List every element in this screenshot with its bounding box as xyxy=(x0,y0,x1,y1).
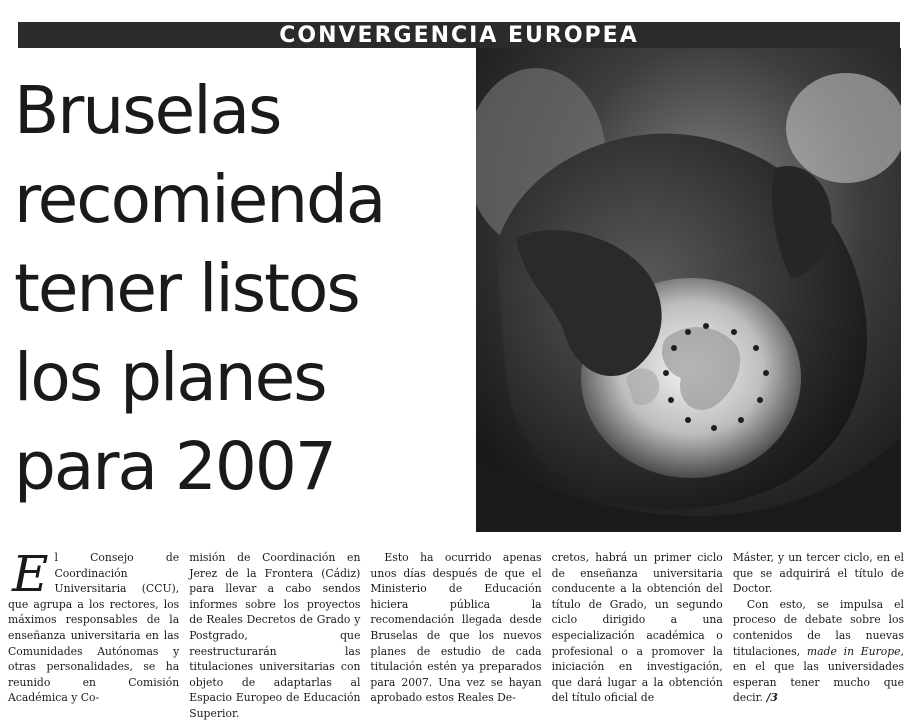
dropcap: E xyxy=(12,545,49,603)
paragraph-text: , en el que las universidades esperan tener mucho que decir. xyxy=(732,644,905,705)
article-column-1 xyxy=(8,545,180,705)
end-mark: /3 xyxy=(766,691,778,705)
section-label: CONVERGENCIA EUROPEA xyxy=(279,22,639,48)
article-column-3 xyxy=(370,550,542,705)
headline-line-1: Bruselas xyxy=(14,72,281,149)
paragraph: cretos, habrá un primer ciclo de enseñanza universitaria conducente a la obtención del título de Grado, un segundo ciclo dirigido a una especialización académica o profesional o a promover la iniciación en investigación, que dará lugar a la obtención del título oficial de xyxy=(551,551,723,705)
paragraph xyxy=(733,597,904,706)
section-header-bar xyxy=(18,22,900,48)
article-column-2 xyxy=(189,550,361,720)
headline xyxy=(14,66,474,511)
headline-line-4: los planes xyxy=(14,339,326,416)
paragraph: Esto ha ocurrido apenas unos días después de que el Ministerio de Educación hiciera pública la recomendación llegada desde Bruselas de que los nuevos planes de estudio de cada titulación estén ya preparados para 2007. Una vez se hayan aprobado estos Reales De- xyxy=(370,551,542,705)
emphasis-text: made in Europe xyxy=(806,644,901,658)
article-body xyxy=(8,545,905,720)
article-column-4 xyxy=(551,550,723,705)
paragraph: Máster, y un tercer ciclo, en el que se adquirirá el título de Doctor. xyxy=(732,551,905,596)
headline-line-2: recomienda xyxy=(14,161,385,238)
paragraph: l Consejo de Coordinación Universitaria (CCU), que agrupa a los rectores, los máximos responsables de la enseñanza universitaria en las Comunidades Autónomas y otras personalidades, se ha reunido en Comisión Académica y Co- xyxy=(8,551,180,705)
paragraph-text: Con esto, se impulsa el proceso de debate sobre los contenidos de las nuevas titulaciones, xyxy=(732,597,905,658)
hands-holding-globe-photo xyxy=(476,48,901,532)
article-column-5 xyxy=(732,550,905,705)
headline-line-3: tener listos xyxy=(14,250,359,327)
paragraph: misión de Coordinación en Jerez de la Frontera (Cádiz) para llevar a cabo sendos informes sobre los proyectos de Reales Decretos de Grado y Postgrado, que reestructurarán las titulaciones universitarias con objeto de adaptarlas al Espacio Europeo de Educación Superior. xyxy=(189,551,361,720)
headline-line-5: para 2007 xyxy=(14,428,335,505)
